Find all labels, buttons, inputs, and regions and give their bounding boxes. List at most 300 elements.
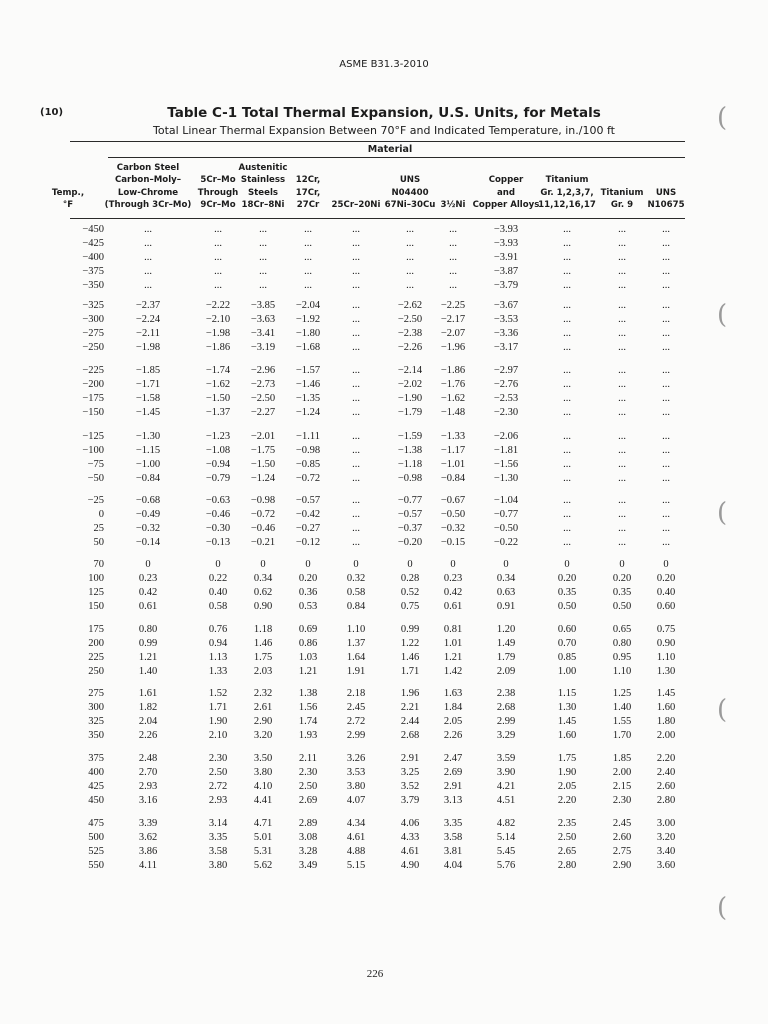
expansion-cell: ... xyxy=(618,280,626,291)
expansion-cell: −3.36 xyxy=(493,328,519,339)
expansion-cell: 2.30 xyxy=(298,767,318,778)
expansion-cell: −2.50 xyxy=(397,314,423,325)
expansion-cell: 1.37 xyxy=(346,638,366,649)
expansion-cell: 0.52 xyxy=(400,587,420,598)
expansion-cell: 5.31 xyxy=(253,846,273,857)
expansion-cell: −1.62 xyxy=(205,379,231,390)
expansion-cell: 0 xyxy=(619,559,625,570)
expansion-cell: −0.72 xyxy=(295,473,321,484)
expansion-cell: 1.25 xyxy=(612,688,632,699)
expansion-cell: 0.60 xyxy=(656,601,676,612)
margin-mark: ( xyxy=(717,103,728,133)
temperature-cell: 70 xyxy=(93,559,104,570)
expansion-cell: 0.40 xyxy=(208,587,228,598)
temperature-cell: 100 xyxy=(88,573,104,584)
expansion-cell: 5.14 xyxy=(496,832,516,843)
expansion-cell: −1.30 xyxy=(135,431,161,442)
expansion-cell: 2.11 xyxy=(299,753,317,764)
expansion-cell: 4.04 xyxy=(443,860,463,871)
expansion-cell: ... xyxy=(662,393,670,404)
expansion-cell: 0.75 xyxy=(656,624,676,635)
expansion-cell: 1.10 xyxy=(346,624,366,635)
expansion-cell: 2.99 xyxy=(496,716,516,727)
expansion-cell: 3.20 xyxy=(253,730,273,741)
expansion-cell: −2.27 xyxy=(250,407,276,418)
expansion-cell: ... xyxy=(214,224,222,235)
expansion-cell: 0.23 xyxy=(443,573,463,584)
expansion-cell: −2.22 xyxy=(205,300,231,311)
expansion-cell: ... xyxy=(449,224,457,235)
expansion-cell: −0.57 xyxy=(397,509,423,520)
expansion-cell: 0.50 xyxy=(612,601,632,612)
expansion-cell: 2.91 xyxy=(400,753,420,764)
expansion-cell: −0.46 xyxy=(205,509,231,520)
expansion-cell: ... xyxy=(352,431,360,442)
expansion-cell: −0.84 xyxy=(440,473,466,484)
expansion-cell: −3.41 xyxy=(250,328,276,339)
expansion-cell: 1.03 xyxy=(298,652,318,663)
expansion-cell: 2.15 xyxy=(612,781,632,792)
temperature-cell: −300 xyxy=(82,314,104,325)
expansion-cell: −0.27 xyxy=(295,523,321,534)
expansion-cell: ... xyxy=(662,431,670,442)
expansion-cell: ... xyxy=(352,459,360,470)
expansion-cell: 4.07 xyxy=(346,795,366,806)
expansion-cell: −2.01 xyxy=(250,431,276,442)
temperature-cell: 25 xyxy=(93,523,104,534)
expansion-cell: 3.16 xyxy=(138,795,158,806)
expansion-cell: 0 xyxy=(215,559,221,570)
expansion-cell: ... xyxy=(352,495,360,506)
expansion-cell: 0.76 xyxy=(208,624,228,635)
temperature-cell: 0 xyxy=(98,509,104,520)
expansion-cell: 1.71 xyxy=(400,666,420,677)
expansion-cell: −0.79 xyxy=(205,473,231,484)
temperature-cell: 375 xyxy=(88,753,104,764)
expansion-cell: −1.68 xyxy=(295,342,321,353)
expansion-cell: ... xyxy=(144,252,152,263)
expansion-cell: 4.61 xyxy=(400,846,420,857)
expansion-cell: 4.90 xyxy=(400,860,420,871)
expansion-cell: ... xyxy=(352,266,360,277)
expansion-cell: 0.34 xyxy=(253,573,273,584)
expansion-cell: 2.68 xyxy=(400,730,420,741)
expansion-cell: ... xyxy=(563,537,571,548)
expansion-cell: −1.33 xyxy=(440,431,466,442)
expansion-cell: 1.10 xyxy=(656,652,676,663)
expansion-cell: ... xyxy=(662,314,670,325)
expansion-cell: 1.21 xyxy=(298,666,318,677)
expansion-cell: −2.07 xyxy=(440,328,466,339)
expansion-cell: 0.40 xyxy=(656,587,676,598)
top-rule xyxy=(70,141,685,142)
expansion-cell: −3.79 xyxy=(493,280,519,291)
expansion-cell: 2.38 xyxy=(496,688,516,699)
expansion-cell: 0.99 xyxy=(138,638,158,649)
expansion-cell: −3.85 xyxy=(250,300,276,311)
temperature-cell: −400 xyxy=(82,252,104,263)
expansion-cell: −3.87 xyxy=(493,266,519,277)
expansion-cell: 5.45 xyxy=(496,846,516,857)
expansion-cell: −0.20 xyxy=(397,537,423,548)
expansion-cell: 2.93 xyxy=(138,781,158,792)
expansion-cell: ... xyxy=(352,509,360,520)
expansion-cell: −3.19 xyxy=(250,342,276,353)
temperature-cell: 150 xyxy=(88,601,104,612)
expansion-cell: ... xyxy=(304,280,312,291)
expansion-cell: 2.60 xyxy=(656,781,676,792)
expansion-cell: ... xyxy=(214,280,222,291)
column-header-titanium_grades: Titanium Gr. 1,2,3,7, 11,12,16,17 xyxy=(538,175,596,211)
expansion-cell: ... xyxy=(563,328,571,339)
expansion-cell: 0.61 xyxy=(138,601,158,612)
expansion-cell: 0 xyxy=(407,559,413,570)
expansion-cell: 2.68 xyxy=(496,702,516,713)
expansion-cell: 0.20 xyxy=(612,573,632,584)
expansion-cell: ... xyxy=(662,300,670,311)
expansion-cell: 0.86 xyxy=(298,638,318,649)
expansion-cell: 0 xyxy=(503,559,509,570)
expansion-cell: ... xyxy=(214,238,222,249)
expansion-cell: ... xyxy=(352,365,360,376)
expansion-cell: ... xyxy=(144,280,152,291)
temperature-cell: −350 xyxy=(82,280,104,291)
expansion-cell: 1.75 xyxy=(557,753,577,764)
expansion-cell: −0.30 xyxy=(205,523,231,534)
table-subtitle: Total Linear Thermal Expansion Between 70°F and Indicated Temperature, in./100 ft xyxy=(153,124,615,137)
expansion-cell: 3.35 xyxy=(443,818,463,829)
temperature-cell: 300 xyxy=(88,702,104,713)
expansion-cell: ... xyxy=(449,238,457,249)
expansion-cell: 1.52 xyxy=(208,688,228,699)
expansion-cell: 1.80 xyxy=(656,716,676,727)
expansion-cell: ... xyxy=(259,252,267,263)
expansion-cell: −0.85 xyxy=(295,459,321,470)
expansion-cell: ... xyxy=(662,252,670,263)
expansion-cell: ... xyxy=(563,280,571,291)
expansion-cell: 0.95 xyxy=(612,652,632,663)
column-header-titanium_gr9: Titanium Gr. 9 xyxy=(600,187,644,211)
expansion-cell: 2.89 xyxy=(298,818,318,829)
expansion-cell: 0.62 xyxy=(253,587,273,598)
expansion-cell: ... xyxy=(406,224,414,235)
expansion-cell: 0 xyxy=(663,559,669,570)
expansion-cell: 0.22 xyxy=(208,573,228,584)
expansion-cell: 0.65 xyxy=(612,624,632,635)
expansion-cell: −1.90 xyxy=(397,393,423,404)
temperature-cell: −200 xyxy=(82,379,104,390)
temperature-cell: 500 xyxy=(88,832,104,843)
expansion-cell: −0.42 xyxy=(295,509,321,520)
expansion-cell: 2.26 xyxy=(138,730,158,741)
expansion-cell: 1.21 xyxy=(443,652,463,663)
expansion-cell: 0 xyxy=(564,559,570,570)
expansion-cell: ... xyxy=(618,300,626,311)
expansion-cell: −1.30 xyxy=(493,473,519,484)
expansion-cell: −2.76 xyxy=(493,379,519,390)
expansion-cell: 2.05 xyxy=(443,716,463,727)
expansion-cell: ... xyxy=(662,379,670,390)
expansion-cell: −0.37 xyxy=(397,523,423,534)
temperature-cell: −150 xyxy=(82,407,104,418)
temperature-cell: 475 xyxy=(88,818,104,829)
expansion-cell: −0.49 xyxy=(135,509,161,520)
expansion-cell: 3.62 xyxy=(138,832,158,843)
expansion-cell: 3.79 xyxy=(400,795,420,806)
expansion-cell: −1.85 xyxy=(135,365,161,376)
expansion-cell: ... xyxy=(352,252,360,263)
expansion-cell: ... xyxy=(352,393,360,404)
expansion-cell: 0.53 xyxy=(298,601,318,612)
expansion-cell: 4.34 xyxy=(346,818,366,829)
expansion-cell: 1.64 xyxy=(346,652,366,663)
expansion-cell: 0.70 xyxy=(557,638,577,649)
expansion-cell: ... xyxy=(618,473,626,484)
expansion-cell: 1.22 xyxy=(400,638,420,649)
expansion-cell: −1.45 xyxy=(135,407,161,418)
expansion-cell: 2.03 xyxy=(253,666,273,677)
expansion-cell: 3.86 xyxy=(138,846,158,857)
expansion-cell: 3.80 xyxy=(253,767,273,778)
expansion-cell: −1.01 xyxy=(440,459,466,470)
expansion-cell: −0.84 xyxy=(135,473,161,484)
expansion-cell: −3.17 xyxy=(493,342,519,353)
expansion-cell: −1.50 xyxy=(250,459,276,470)
expansion-cell: −0.22 xyxy=(493,537,519,548)
expansion-cell: −1.50 xyxy=(205,393,231,404)
expansion-cell: 2.99 xyxy=(346,730,366,741)
expansion-cell: ... xyxy=(662,238,670,249)
expansion-cell: −2.10 xyxy=(205,314,231,325)
expansion-cell: 1.45 xyxy=(557,716,577,727)
expansion-cell: 4.10 xyxy=(253,781,273,792)
expansion-cell: 2.20 xyxy=(557,795,577,806)
expansion-cell: 1.33 xyxy=(208,666,228,677)
expansion-cell: ... xyxy=(563,509,571,520)
expansion-cell: 2.69 xyxy=(443,767,463,778)
temperature-cell: −275 xyxy=(82,328,104,339)
expansion-cell: −2.50 xyxy=(250,393,276,404)
expansion-cell: 4.21 xyxy=(496,781,516,792)
temperature-cell: −325 xyxy=(82,300,104,311)
expansion-cell: −1.37 xyxy=(205,407,231,418)
expansion-cell: ... xyxy=(563,459,571,470)
expansion-cell: 2.40 xyxy=(656,767,676,778)
temperature-cell: −225 xyxy=(82,365,104,376)
table-title: Table C-1 Total Thermal Expansion, U.S. Units, for Metals xyxy=(167,105,601,121)
expansion-cell: 2.50 xyxy=(208,767,228,778)
expansion-cell: −1.56 xyxy=(493,459,519,470)
expansion-cell: 1.70 xyxy=(612,730,632,741)
expansion-cell: ... xyxy=(304,252,312,263)
temperature-cell: 275 xyxy=(88,688,104,699)
expansion-cell: ... xyxy=(662,342,670,353)
expansion-cell: 2.70 xyxy=(138,767,158,778)
expansion-cell: −0.72 xyxy=(250,509,276,520)
expansion-cell: ... xyxy=(563,379,571,390)
expansion-cell: −1.17 xyxy=(440,445,466,456)
temperature-cell: −450 xyxy=(82,224,104,235)
expansion-cell: ... xyxy=(662,537,670,548)
expansion-cell: 3.28 xyxy=(298,846,318,857)
expansion-cell: 1.10 xyxy=(612,666,632,677)
expansion-cell: −1.98 xyxy=(205,328,231,339)
expansion-cell: 2.69 xyxy=(298,795,318,806)
expansion-cell: −1.62 xyxy=(440,393,466,404)
expansion-cell: 5.01 xyxy=(253,832,273,843)
temperature-cell: −425 xyxy=(82,238,104,249)
expansion-cell: −0.77 xyxy=(493,509,519,520)
expansion-cell: −1.00 xyxy=(135,459,161,470)
expansion-cell: 2.80 xyxy=(557,860,577,871)
expansion-cell: ... xyxy=(563,224,571,235)
expansion-cell: ... xyxy=(662,459,670,470)
expansion-cell: −1.58 xyxy=(135,393,161,404)
material-group-label: Material xyxy=(367,144,413,155)
expansion-cell: ... xyxy=(662,407,670,418)
expansion-cell: ... xyxy=(259,266,267,277)
expansion-cell: 0.90 xyxy=(656,638,676,649)
expansion-cell: 1.82 xyxy=(138,702,158,713)
expansion-cell: ... xyxy=(662,365,670,376)
expansion-cell: ... xyxy=(618,523,626,534)
expansion-cell: −1.71 xyxy=(135,379,161,390)
expansion-cell: 2.35 xyxy=(557,818,577,829)
expansion-cell: −1.74 xyxy=(205,365,231,376)
expansion-cell: 5.76 xyxy=(496,860,516,871)
expansion-cell: 1.46 xyxy=(400,652,420,663)
expansion-cell: ... xyxy=(618,495,626,506)
expansion-cell: −0.13 xyxy=(205,537,231,548)
expansion-cell: 3.52 xyxy=(400,781,420,792)
expansion-cell: 2.72 xyxy=(346,716,366,727)
expansion-cell: −1.08 xyxy=(205,445,231,456)
expansion-cell: −0.98 xyxy=(250,495,276,506)
expansion-cell: 1.56 xyxy=(298,702,318,713)
temperature-cell: 250 xyxy=(88,666,104,677)
expansion-cell: ... xyxy=(406,238,414,249)
expansion-cell: ... xyxy=(449,280,457,291)
expansion-cell: −0.57 xyxy=(295,495,321,506)
expansion-cell: 1.40 xyxy=(138,666,158,677)
expansion-cell: 3.40 xyxy=(656,846,676,857)
expansion-cell: ... xyxy=(662,328,670,339)
expansion-cell: 3.50 xyxy=(253,753,273,764)
expansion-cell: ... xyxy=(304,266,312,277)
temperature-cell: 550 xyxy=(88,860,104,871)
expansion-cell: ... xyxy=(618,393,626,404)
expansion-cell: −1.81 xyxy=(493,445,519,456)
expansion-cell: ... xyxy=(449,252,457,263)
expansion-cell: 2.21 xyxy=(400,702,420,713)
expansion-cell: ... xyxy=(352,523,360,534)
expansion-cell: −0.98 xyxy=(295,445,321,456)
expansion-cell: 3.35 xyxy=(208,832,228,843)
temperature-cell: 450 xyxy=(88,795,104,806)
expansion-cell: ... xyxy=(352,328,360,339)
expansion-cell: −2.04 xyxy=(295,300,321,311)
expansion-cell: −0.77 xyxy=(397,495,423,506)
expansion-cell: ... xyxy=(662,266,670,277)
expansion-cell: ... xyxy=(618,445,626,456)
expansion-cell: 3.20 xyxy=(656,832,676,843)
expansion-cell: 3.26 xyxy=(346,753,366,764)
expansion-cell: 3.14 xyxy=(208,818,228,829)
expansion-cell: 3.39 xyxy=(138,818,158,829)
column-header-n04400: UNS N04400 67Ni–30Cu xyxy=(384,175,436,211)
expansion-cell: ... xyxy=(563,523,571,534)
expansion-cell: 3.58 xyxy=(443,832,463,843)
expansion-cell: 1.71 xyxy=(208,702,228,713)
expansion-cell: ... xyxy=(662,495,670,506)
expansion-cell: 3.08 xyxy=(298,832,318,843)
expansion-cell: 0.85 xyxy=(557,652,577,663)
expansion-cell: 3.90 xyxy=(496,767,516,778)
expansion-cell: 0.42 xyxy=(443,587,463,598)
expansion-cell: 0.28 xyxy=(400,573,420,584)
header-rule xyxy=(70,218,685,219)
expansion-cell: −3.93 xyxy=(493,224,519,235)
expansion-cell: −0.15 xyxy=(440,537,466,548)
expansion-cell: ... xyxy=(662,473,670,484)
expansion-cell: ... xyxy=(563,445,571,456)
expansion-cell: −2.30 xyxy=(493,407,519,418)
temperature-cell: −100 xyxy=(82,445,104,456)
column-header-cr5mo: 5Cr–Mo Through 9Cr–Mo xyxy=(197,175,239,211)
expansion-cell: −2.11 xyxy=(136,328,160,339)
expansion-cell: ... xyxy=(406,266,414,277)
expansion-cell: −3.93 xyxy=(493,238,519,249)
temperature-cell: 350 xyxy=(88,730,104,741)
margin-mark: ( xyxy=(717,893,728,923)
expansion-cell: 0 xyxy=(260,559,266,570)
expansion-cell: 4.33 xyxy=(400,832,420,843)
expansion-cell: ... xyxy=(563,342,571,353)
expansion-cell: 1.49 xyxy=(496,638,516,649)
temperature-cell: 175 xyxy=(88,624,104,635)
temperature-cell: −175 xyxy=(82,393,104,404)
temperature-cell: −50 xyxy=(87,473,104,484)
expansion-cell: 4.51 xyxy=(496,795,516,806)
expansion-cell: −2.53 xyxy=(493,393,519,404)
expansion-cell: 2.48 xyxy=(138,753,158,764)
expansion-cell: −3.67 xyxy=(493,300,519,311)
expansion-cell: ... xyxy=(563,266,571,277)
expansion-cell: 1.00 xyxy=(557,666,577,677)
expansion-cell: 4.41 xyxy=(253,795,273,806)
expansion-cell: −0.94 xyxy=(205,459,231,470)
temperature-cell: 225 xyxy=(88,652,104,663)
expansion-cell: −3.53 xyxy=(493,314,519,325)
expansion-cell: ... xyxy=(618,238,626,249)
expansion-cell: 0.35 xyxy=(557,587,577,598)
expansion-cell: 3.13 xyxy=(443,795,463,806)
expansion-cell: 1.85 xyxy=(612,753,632,764)
expansion-cell: 2.90 xyxy=(612,860,632,871)
expansion-cell: ... xyxy=(352,473,360,484)
expansion-cell: ... xyxy=(563,393,571,404)
expansion-cell: −2.26 xyxy=(397,342,423,353)
expansion-cell: 2.47 xyxy=(443,753,463,764)
expansion-cell: 3.59 xyxy=(496,753,516,764)
expansion-cell: 2.61 xyxy=(253,702,273,713)
expansion-cell: 2.80 xyxy=(656,795,676,806)
expansion-cell: 2.30 xyxy=(208,753,228,764)
expansion-cell: 0.20 xyxy=(557,573,577,584)
expansion-cell: −1.18 xyxy=(397,459,423,470)
expansion-cell: 2.65 xyxy=(557,846,577,857)
expansion-cell: 2.26 xyxy=(443,730,463,741)
